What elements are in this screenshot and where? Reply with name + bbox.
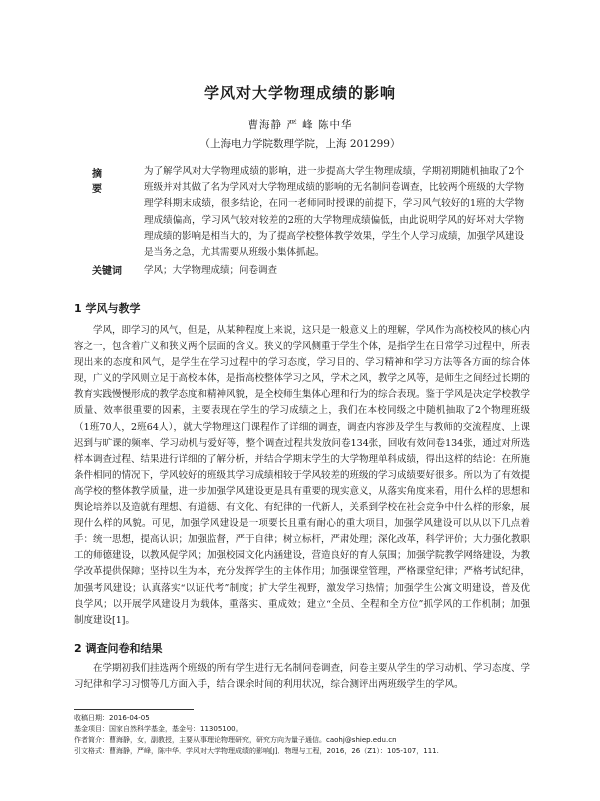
section-2-heading: 2 调查问卷和结果 bbox=[74, 642, 163, 655]
affiliation-line: （上海电力学院数理学院，上海 201299） bbox=[199, 138, 401, 150]
section-2-body: 在学期初我们挂选两个班级的所有学生进行无名制问卷调查，问卷主要从学生的学习动机、学习态度、学习纪律和学习习惯等几方面入手，结合课余时间的利用状况，综合测评出两班级学生的学风。 bbox=[74, 663, 531, 691]
footnote-divider bbox=[74, 709, 194, 710]
footnote-funding: 基金项目：国家自然科学基金，基金号：11305100。 bbox=[74, 725, 243, 733]
footnote-received: 收稿日期：2016-04-05 bbox=[74, 714, 150, 722]
footnote-citation: 引文格式：曹海静，严峰，陈中华．学风对大学物理成绩的影响[J]．物理与工程，2016，26（Z1）：105-107，111. bbox=[74, 747, 439, 755]
paper-title: 学风对大学物理成绩的影响 bbox=[203, 84, 396, 102]
section-1-heading: 1 学风与教学 bbox=[74, 302, 141, 315]
keywords-label: 关键词 bbox=[92, 266, 122, 277]
abstract-label: 摘 要 bbox=[92, 169, 108, 195]
footnote-author-bio: 作者简介：曹海静，女，副教授，主要从事理论物理研究，研究方向为量子通信。caohj@shiep.edu.cn bbox=[74, 736, 397, 744]
keywords-text: 学风；大学物理成绩；问卷调查 bbox=[144, 265, 278, 276]
section-1-body: 学风，即学习的风气，但是，从某种程度上来说，这只是一般意义上的理解，学风作为高校校风的核心内容之一，包含着广义和狭义两个层面的含义。狭义的学风侧重于学生个体，是指学生在日常学习过程中，所表现出来的态度和风气，是学生在学习过程中的学习态度，学习目的、学习精神和学习方法等各方面的综合体现，广义的学风则立足于高校本体，是指高校整体学习之风，学术之风，教学之风等，是师生之间经过长期的教育实践慢慢形成的教学态度和精神风貌，是全校师生集体心理和行为的综合表现。鉴于学风是决定学校教学质量、效率很重要的因素，主要表现在学生的学习成绩之上，我们在本校同级之中随机抽取了2个物理班级（1班70人，2班64人），就大学物理这门课程作了详细的调查，调查内容涉及学生与教师的交流程度、上课迟到与旷课的频率、学习动机与爱好等，整个调查过程共发放问卷134张，回收有效问卷134张，通过对所选样本调查过程、结果进行详细的了解分析，并结合学期末学生的大学物理单科成绩，得出这样的结论：在所施条件相同的情况下，学风较好的班级其学习成绩相较于学风较差的班级的学习成绩要好很多。所以为了有效提高学校的整体教学质量，进一步加强学风建设更是具有重要的现实意义，从落实角度来看，用什么样的思想和舆论培养以及造就有理想、有道德、有文化、有纪律的一代新人，关系到学校在社会竞争中什么样的形象，展现什么样的风貌。可见，加强学风建设是一项要长且重有耐心的重大项目，加强学风建设可以从以下几点着手：统一思想，提高认识；加强监督，严于自律；树立标杆，严肃处理；深化改革，科学评价；大力强化教职工的师德建设，以教风促学风；加强校园文化内涵建设，营造良好的育人氛围；加强学院教学网络建设，为教学改革提供保障；坚持以生为本，充分发挥学生的主体作用；加强课堂管理，严格课堂纪律；严格考试纪律，加强考风建设；认真落实“以证代考”制度；扩大学生视野，激发学习热情；加强学生公寓文明建设，普及优良学风；以开展学风建设月为载体，重落实、重成效；建立“全员、全程和全方位”抓学风的工作机制；加强制度建设[1]。 bbox=[74, 325, 531, 626]
abstract-text: 为了解学风对大学物理成绩的影响，进一步提高大学生物理成绩，学期初期随机抽取了2个班级并对其做了名为学风对大学物理成绩的影响的无名制问卷调查，比较两个班级的大学物理学科期末成绩，很多结论，在同一老师同时授课的前提下，学习风气较好的1班的大学物理成绩偏高，学习风气较对较差的2班的大学物理成绩偏低，由此说明学风的好坏对大学物理成绩的影响是相当大的，为了提高学校整体教学效果，学生个人学习成绩，加强学风建设是当务之急，尤其需要从班级小集体抓起。 bbox=[144, 166, 525, 259]
authors-line: 曹海静 严 峰 陈中华 bbox=[247, 119, 353, 131]
